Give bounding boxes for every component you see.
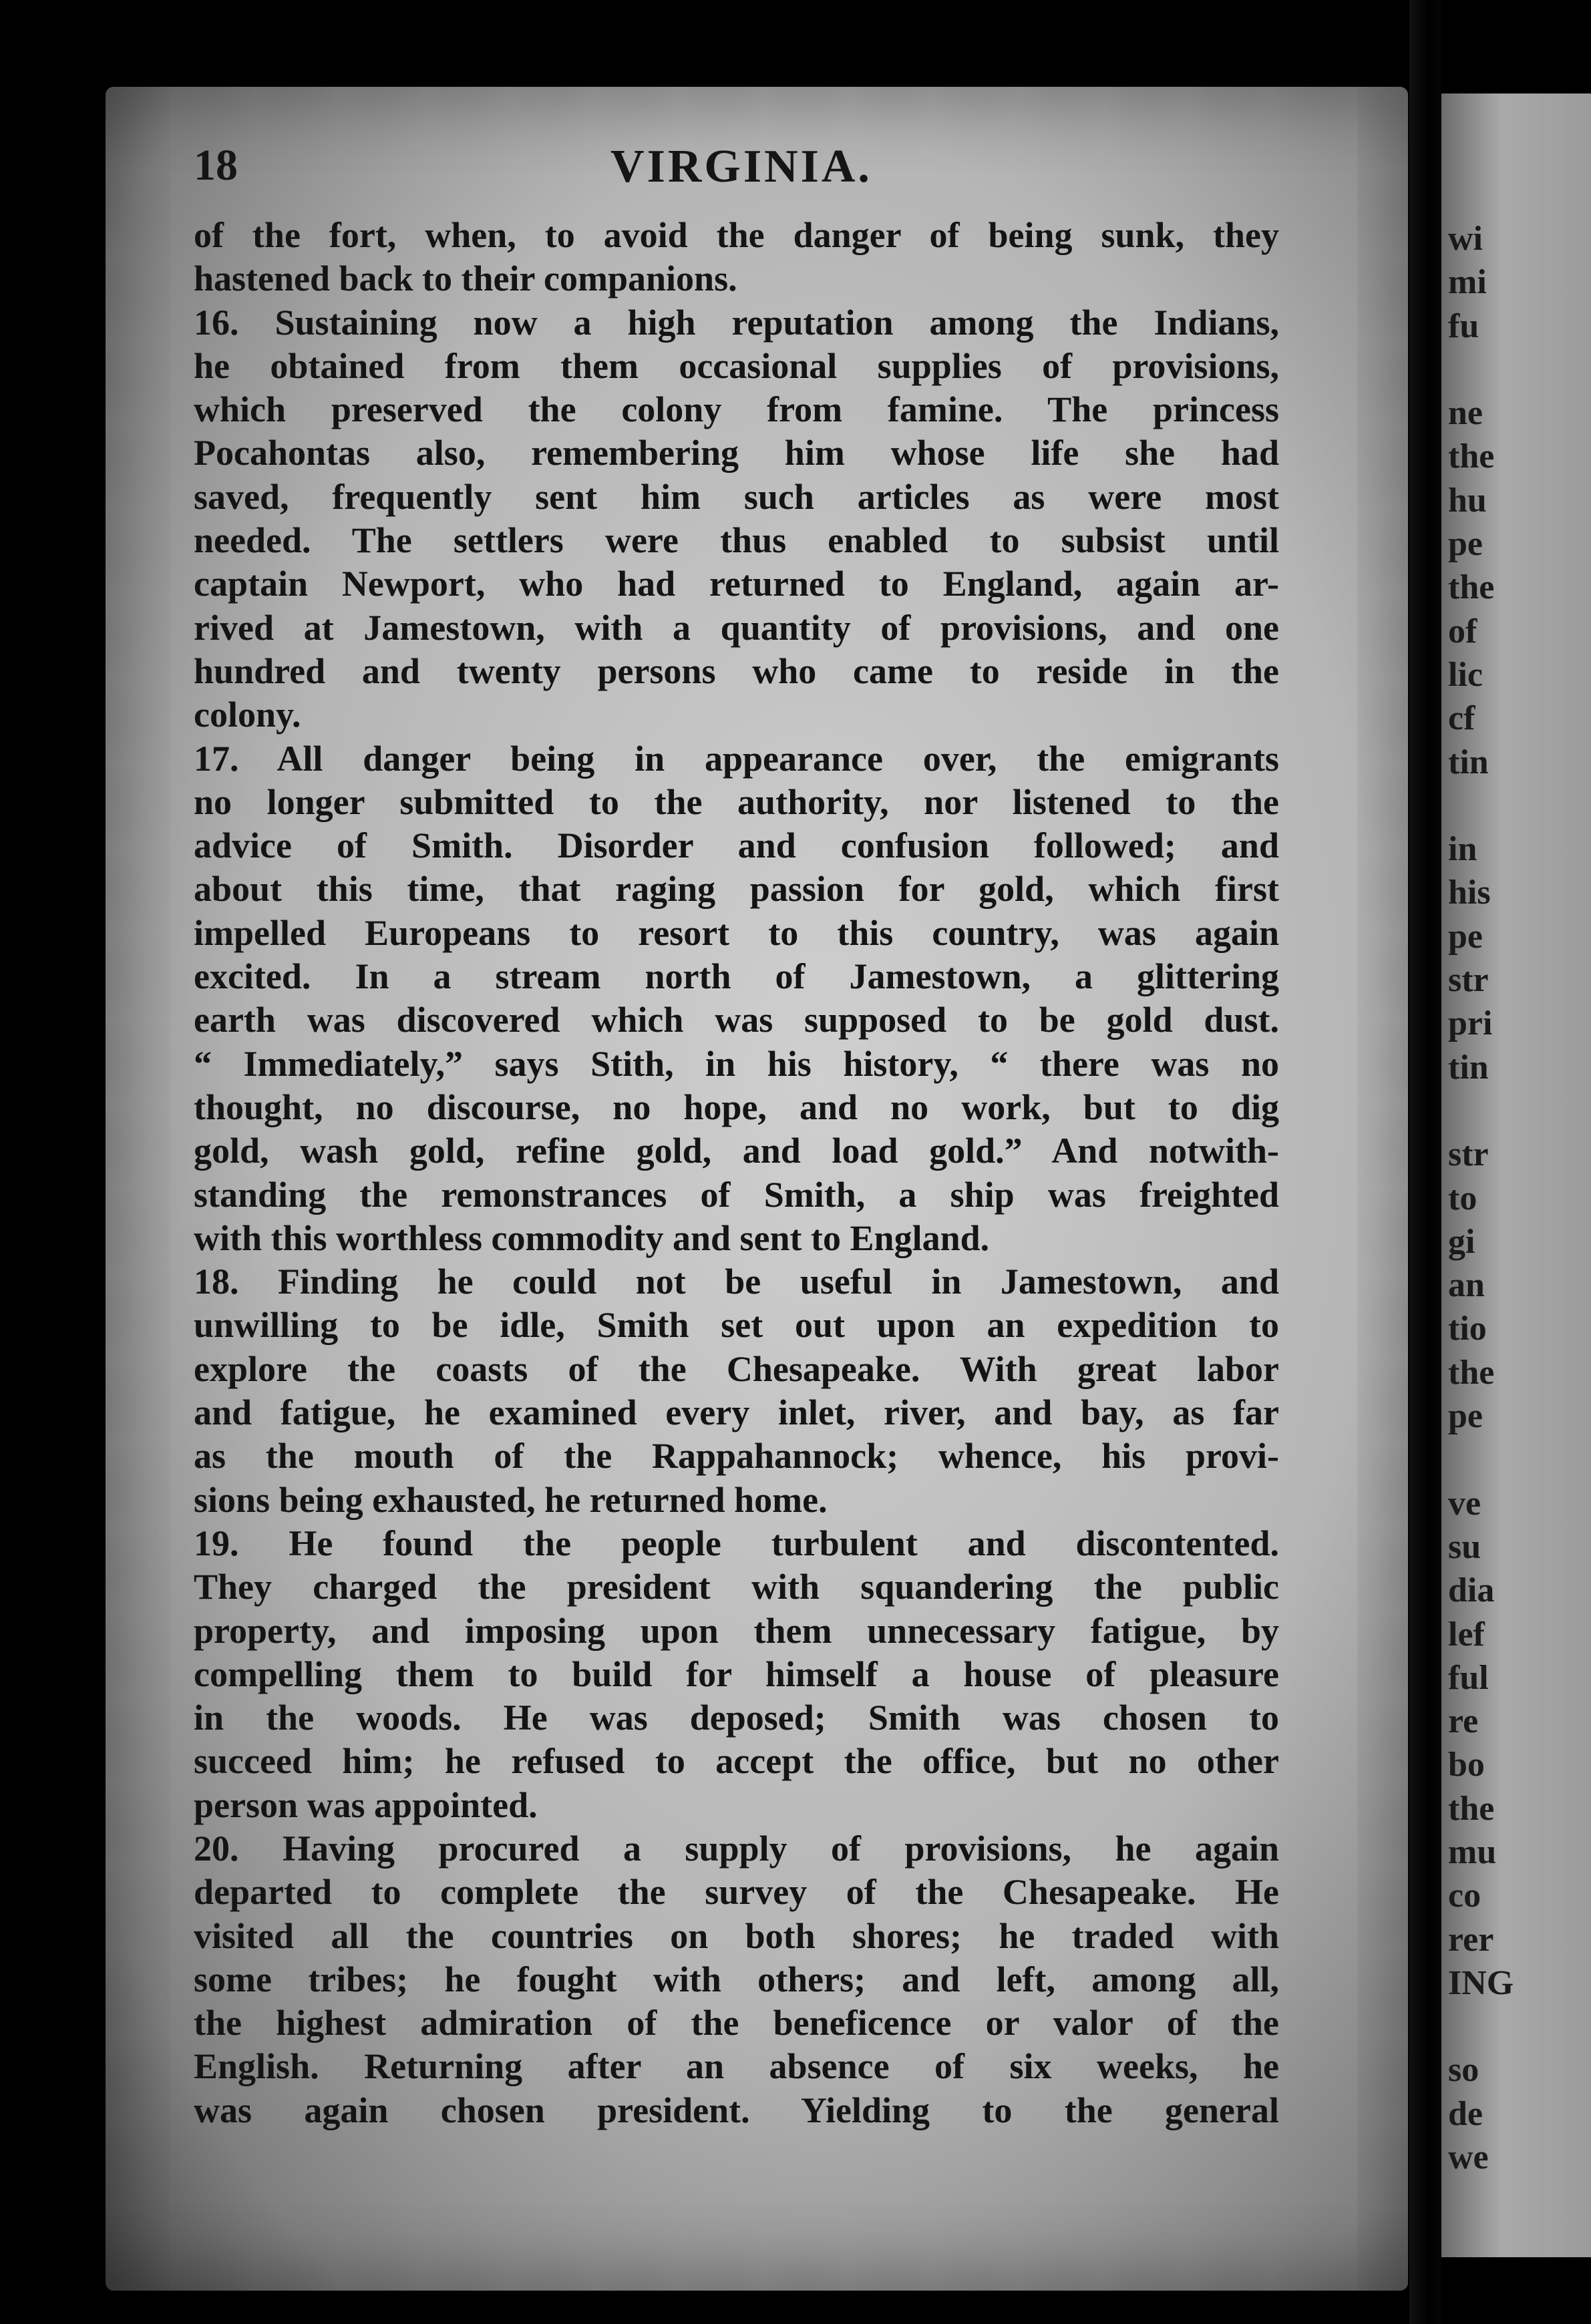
facing-page-fragment: de: [1448, 2094, 1483, 2133]
text-line: captain Newport, who had returned to England, again ar-: [194, 564, 1279, 604]
facing-page-fragment: the: [1448, 437, 1495, 476]
facing-page-fragment: [1441, 1438, 1591, 1481]
facing-page-fragment: wi: [1448, 220, 1483, 258]
facing-page-fragment: in: [1448, 830, 1477, 869]
text-line: in the woods. He was deposed; Smith was chosen to: [194, 1698, 1279, 1738]
text-line: advice of Smith. Disorder and confusion followed; and: [194, 825, 1279, 866]
text-line: colony.: [194, 695, 301, 735]
facing-page-text: [1441, 217, 1591, 2179]
facing-page-fragment: so: [1448, 2051, 1479, 2090]
text-line: sions being exhausted, he returned home.: [194, 1479, 828, 1520]
text-line: was again chosen president. Yielding to the general: [194, 2090, 1279, 2130]
facing-page-fragment: [1441, 1089, 1591, 1133]
text-line: some tribes; he fought with others; and left, among all,: [194, 1959, 1279, 1999]
facing-page-fragment: an: [1448, 1266, 1485, 1305]
text-line: departed to complete the survey of the Chesapeake. He: [194, 1872, 1279, 1913]
text-line: he obtained from them occasional supplies of provisions,: [194, 345, 1279, 386]
text-line: standing the remonstrances of Smith, a ship was freighted: [194, 1174, 1279, 1215]
text-line: excited. In a stream north of Jamestown, a glittering: [194, 956, 1279, 997]
text-line: explore the coasts of the Chesapeake. With great labor: [194, 1348, 1279, 1389]
facing-page-fragment: [1441, 2005, 1591, 2048]
text-line: 16. Sustaining now a high reputation among the Indians,: [194, 302, 1279, 343]
text-line: 18. Finding he could not be useful in Jamestown, and: [194, 1262, 1279, 1302]
text-line: property, and imposing upon them unnecessary fatigue, by: [194, 1610, 1279, 1651]
facing-page-fragment: su: [1448, 1527, 1481, 1566]
running-head: VIRGINIA.: [610, 141, 872, 192]
facing-page-fragment: pri: [1448, 1004, 1493, 1043]
text-line: 19. He found the people turbulent and discontented.: [194, 1523, 1279, 1563]
facing-page-fragment: his: [1448, 874, 1491, 912]
text-line: with this worthless commodity and sent to England.: [194, 1217, 990, 1258]
facing-page-fragment: cf: [1448, 699, 1475, 738]
text-line: “ Immediately,” says Stith, in his history, “ there was no: [194, 1043, 1279, 1084]
text-line: hundred and twenty persons who came to reside in the: [194, 650, 1279, 691]
text-line: impelled Europeans to resort to this country, was again: [194, 912, 1279, 953]
facing-page-fragment: ful: [1448, 1658, 1489, 1697]
text-line: visited all the countries on both shores; he traded with: [194, 1915, 1279, 1956]
facing-page-fragment: ve: [1448, 1484, 1481, 1523]
text-line: saved, frequently sent him such articles as were most: [194, 476, 1279, 517]
text-line: no longer submitted to the authority, nor listened to the: [194, 781, 1279, 822]
page-number: 18: [194, 141, 238, 190]
facing-page-fragment: to: [1448, 1179, 1477, 1217]
facing-page-fragment: co: [1448, 1877, 1481, 1915]
facing-page-fragment: hu: [1448, 481, 1487, 520]
facing-page-fragment: [1441, 784, 1591, 827]
facing-page-fragment: bo: [1448, 1746, 1485, 1784]
text-line: which preserved the colony from famine. The princess: [194, 389, 1279, 430]
text-line: of the fort, when, to avoid the danger of being sunk, they: [194, 215, 1279, 255]
facing-page-fragment: fu: [1448, 307, 1479, 345]
text-line: needed. The settlers were thus enabled to subsist until: [194, 520, 1279, 561]
text-line: compelling them to build for himself a house of pleasure: [194, 1654, 1279, 1694]
body-text: [194, 214, 1279, 2132]
facing-page-fragment: mu: [1448, 1832, 1497, 1871]
facing-page-fragment: the: [1448, 568, 1495, 607]
facing-page-fragment: ne: [1448, 394, 1483, 433]
text-line: hastened back to their companions.: [194, 258, 737, 299]
text-line: the highest admiration of the beneficence or valor of the: [194, 2003, 1279, 2044]
facing-page-fragment: pe: [1448, 917, 1483, 956]
facing-page-fragment: lic: [1448, 655, 1483, 694]
text-line: English. Returning after an absence of six weeks, he: [194, 2046, 1279, 2087]
facing-page-fragment: gi: [1448, 1222, 1475, 1261]
text-line: thought, no discourse, no hope, and no work, but to dig: [194, 1087, 1279, 1127]
page-header: [194, 140, 1289, 200]
text-line: 20. Having procured a supply of provisions, he again: [194, 1828, 1279, 1869]
facing-page-fragment: dia: [1448, 1571, 1495, 1610]
facing-page-fragment: str: [1448, 961, 1489, 1000]
text-line: succeed him; he refused to accept the office, but no other: [194, 1741, 1279, 1782]
facing-page-fragment: rer: [1448, 1920, 1494, 1959]
text-line: rived at Jamestown, with a quantity of provisions, and one: [194, 607, 1279, 648]
text-line: They charged the president with squandering the public: [194, 1567, 1279, 1607]
text-line: Pocahontas also, remembering him whose life she had: [194, 433, 1279, 473]
facing-page-fragment: pe: [1448, 1397, 1483, 1436]
facing-page-fragment: tin: [1448, 1048, 1489, 1087]
text-line: gold, wash gold, refine gold, and load gold.” And notwith-: [194, 1131, 1279, 1171]
facing-page-fragment: the: [1448, 1353, 1495, 1392]
text-line: 17. All danger being in appearance over, the emigrants: [194, 738, 1279, 779]
facing-page-fragment: str: [1448, 1135, 1489, 1174]
facing-page-fragment: [1441, 348, 1591, 391]
book-gutter: [1409, 0, 1441, 2324]
text-line: as the mouth of the Rappahannock; whence, his provi-: [194, 1436, 1279, 1477]
facing-page-fragment: tio: [1448, 1310, 1487, 1348]
facing-page: [1441, 93, 1591, 2257]
text-line: and fatigue, he examined every inlet, river, and bay, as far: [194, 1392, 1279, 1433]
text-line: person was appointed.: [194, 1784, 538, 1825]
facing-page-fragment: lef: [1448, 1615, 1485, 1654]
facing-page-fragment: the: [1448, 1789, 1495, 1828]
text-line: earth was discovered which was supposed to be gold dust.: [194, 1000, 1279, 1040]
text-line: about this time, that raging passion for gold, which first: [194, 869, 1279, 910]
facing-page-fragment: pe: [1448, 525, 1483, 564]
facing-page-fragment: re: [1448, 1702, 1479, 1741]
facing-page-fragment: mi: [1448, 263, 1487, 302]
text-line: unwilling to be idle, Smith set out upon an expedition to: [194, 1305, 1279, 1346]
facing-page-fragment: ING: [1448, 1963, 1514, 2002]
facing-page-fragment: tin: [1448, 743, 1489, 781]
facing-page-fragment: of: [1448, 612, 1477, 650]
facing-page-fragment: we: [1448, 2138, 1489, 2177]
